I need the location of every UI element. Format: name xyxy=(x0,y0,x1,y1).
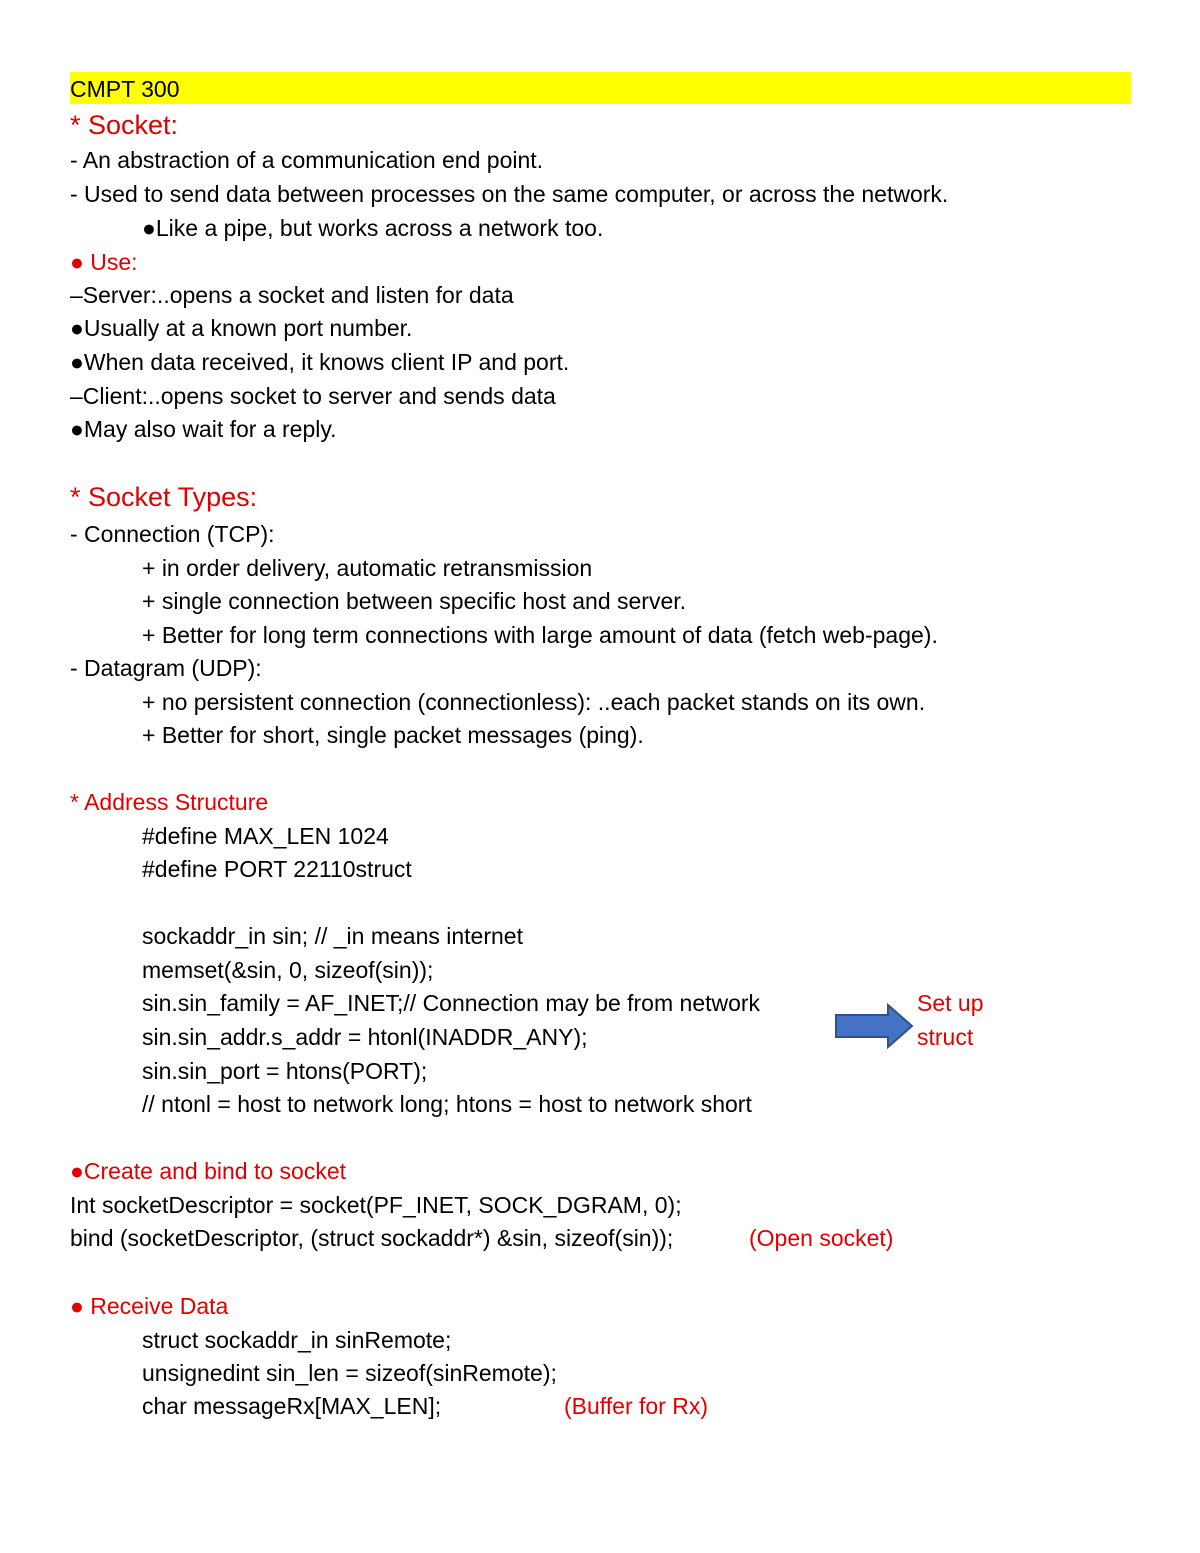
use-line-3: ●When data received, it knows client IP and port. xyxy=(70,349,570,375)
use-line-2: ●Usually at a known port number. xyxy=(70,315,413,341)
address-line-5: sin.sin_family = AF_INET;// Connection may be from network xyxy=(142,990,761,1016)
address-line-4: memset(&sin, 0, sizeof(sin)); xyxy=(142,957,434,983)
set-up-struct-label-2: struct xyxy=(917,1024,974,1050)
socket-types-heading: * Socket Types: xyxy=(70,482,258,512)
buffer-annotation: (Buffer for Rx) xyxy=(564,1393,708,1419)
create-bind-line-2: bind (socketDescriptor, (struct sockaddr*) &sin, sizeof(sin)); xyxy=(70,1225,674,1251)
address-line-6: sin.sin_addr.s_addr = htonl(INADDR_ANY); xyxy=(142,1024,588,1050)
open-socket-annotation: (Open socket) xyxy=(749,1225,894,1251)
receive-line-2: unsignedint sin_len = sizeof(sinRemote); xyxy=(142,1360,557,1386)
socket-types-line-5: - Datagram (UDP): xyxy=(70,655,262,681)
receive-line-3: char messageRx[MAX_LEN]; xyxy=(142,1393,442,1419)
socket-line-2: - Used to send data between processes on the same computer, or across the network. xyxy=(70,181,949,207)
address-line-7: sin.sin_port = htons(PORT); xyxy=(142,1058,428,1084)
title-banner xyxy=(70,72,1131,104)
use-line-4: –Client:..opens socket to server and sends data xyxy=(70,383,556,409)
course-title: CMPT 300 xyxy=(70,76,180,102)
use-line-5: ●May also wait for a reply. xyxy=(70,416,337,442)
set-up-struct-label-1: Set up xyxy=(917,990,984,1016)
create-bind-line-1: Int socketDescriptor = socket(PF_INET, SOCK_DGRAM, 0); xyxy=(70,1192,682,1218)
use-heading: ● Use: xyxy=(70,249,138,275)
socket-line-1: - An abstraction of a communication end point. xyxy=(70,147,544,173)
socket-types-line-2: + in order delivery, automatic retransmission xyxy=(142,555,593,581)
socket-heading: * Socket: xyxy=(70,110,179,140)
right-arrow-icon xyxy=(834,1003,914,1049)
address-line-8: // ntonl = host to network long; htons = host to network short xyxy=(142,1091,752,1117)
address-structure-heading: * Address Structure xyxy=(70,789,269,815)
receive-line-1: struct sockaddr_in sinRemote; xyxy=(142,1327,452,1353)
socket-line-3: ●Like a pipe, but works across a network too. xyxy=(142,215,604,241)
address-line-2: #define PORT 22110struct xyxy=(142,856,412,882)
socket-types-line-6: + no persistent connection (connectionless): ..each packet stands on its own. xyxy=(142,689,926,715)
create-bind-heading: ●Create and bind to socket xyxy=(70,1158,346,1184)
socket-types-line-3: + single connection between specific host and server. xyxy=(142,588,687,614)
address-line-3: sockaddr_in sin; // _in means internet xyxy=(142,923,523,949)
arrow-shape xyxy=(836,1005,912,1047)
socket-types-line-4: + Better for long term connections with large amount of data (fetch web-page). xyxy=(142,622,938,648)
socket-types-line-7: + Better for short, single packet messages (ping). xyxy=(142,722,644,748)
use-line-1: –Server:..opens a socket and listen for data xyxy=(70,282,514,308)
address-line-1: #define MAX_LEN 1024 xyxy=(142,823,389,849)
socket-types-line-1: - Connection (TCP): xyxy=(70,521,275,547)
receive-data-heading: ● Receive Data xyxy=(70,1293,229,1319)
